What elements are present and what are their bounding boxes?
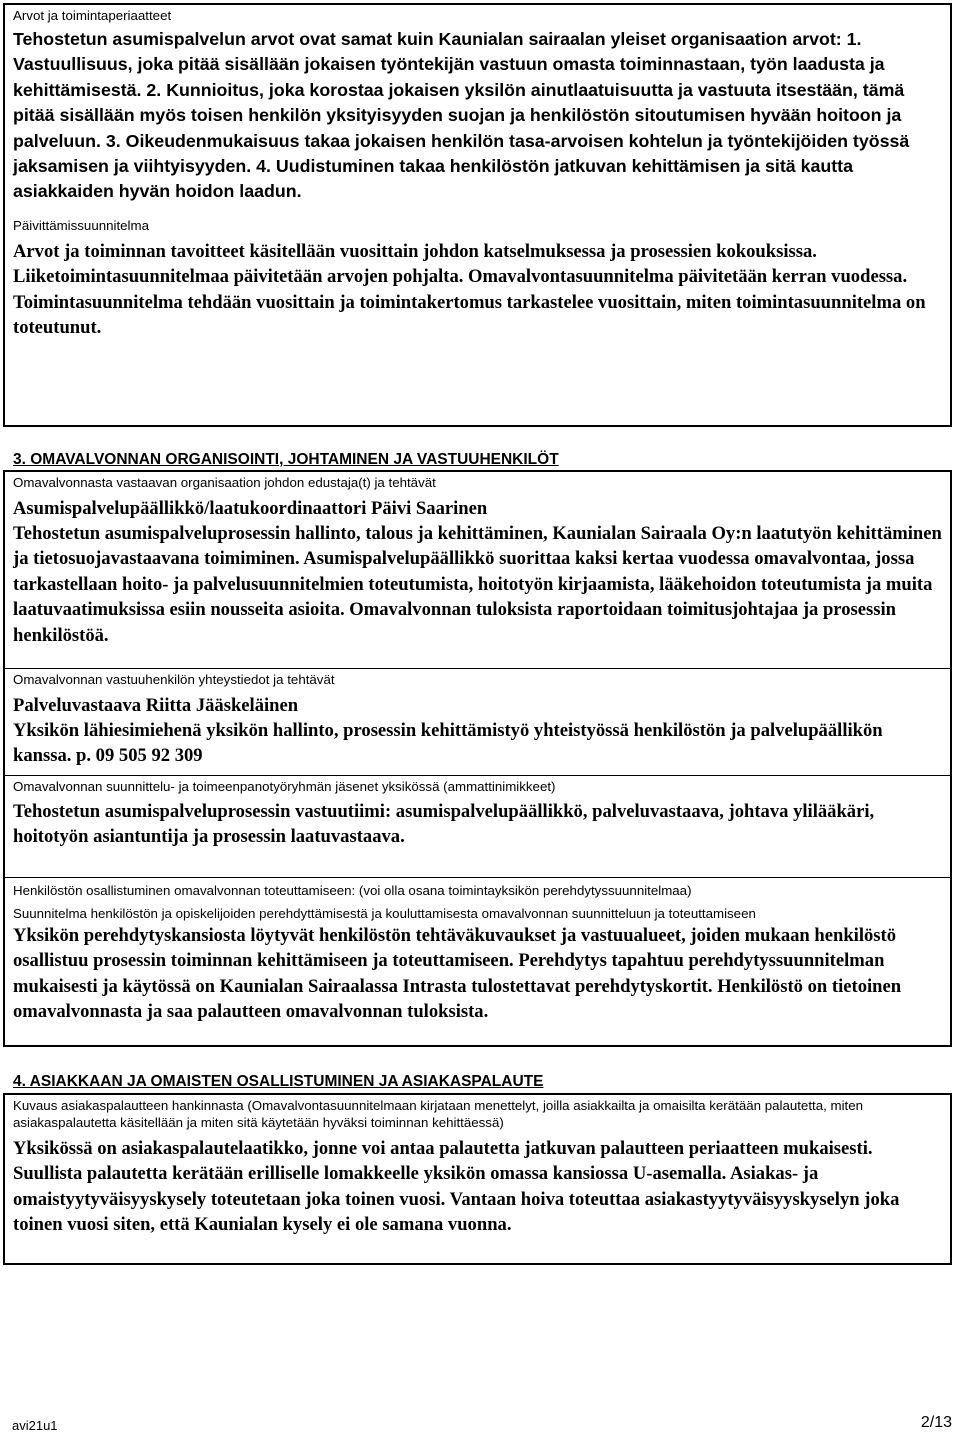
divider bbox=[5, 775, 950, 776]
staff-label-1: Henkilöstön osallistuminen omavalvonnan toteuttamiseen: (voi olla osana toimintayksikön perehdytyssuunnitelmaa) bbox=[13, 883, 692, 898]
contact-text: Yksikön lähiesimiehenä yksikön hallinto, prosessin kehittämistyö yhteistyössä henkilöstön ja palvelupäällikön kanssa. p. 09 505 92 309 bbox=[13, 720, 883, 767]
section3-box bbox=[3, 470, 952, 1047]
feedback-label: Kuvaus asiakaspalautteen hankinnasta (Omavalvontasuunnitelmaan kirjataan menettelyt, joilla asiakkailta ja omaisilta kerätään palautetta, miten asiakaspalautetta käsitellään ja miten sitä käytetään hyväksi toiminnan kehittäessä) bbox=[13, 1098, 864, 1130]
group-text: Tehostetun asumispalveluprosessin vastuutiimi: asumispalvelupäällikkö, palveluvastaava, johtava ylilääkäri, hoitotyön asiantuntija ja prosessin laatuvastaava. bbox=[13, 801, 875, 848]
divider bbox=[5, 877, 950, 878]
section4-box bbox=[3, 1093, 952, 1265]
contact-name: Palveluvastaava Riitta Jääskeläinen bbox=[13, 695, 299, 716]
section3-heading: 3. OMAVALVONNAN ORGANISOINTI, JOHTAMINEN JA VASTUUHENKILÖT bbox=[13, 451, 559, 468]
values-text: Tehostetun asumispalvelun arvot ovat samat kuin Kaunialan sairaalan yleiset organisaation arvot: 1. Vastuullisuus, joka pitää sisällään jokaisen työntekijän vastuun omasta toiminnastaan, työn laadusta ja kehittämisestä. 2. Kunnioitus, joka korostaa jokaisen yksilön ainutlaatuisuutta ja vastuuta itsestään, tämä pitää sisällään myös toisen henkilön yksityisyyden suojan ja henkilöstön sitoutumisen hyvään hoitoon ja palveluun. 3. Oikeudenmukaisuus takaa jokaisen henkilön tasa-arvoisen kohtelun ja työntekijöiden työssä jaksamisen ja viihtyisyyden. 4. Uudistuminen takaa henkilöstön jatkuvan kehittämisen ja sitä kautta asiakkaiden hyvän hoidon laadun. bbox=[13, 29, 910, 202]
rep-text: Tehostetun asumispalveluprosessin hallinto, talous ja kehittäminen, Kaunialan Sairaala Oy:n laatutyön kehittäminen ja tietosuojavastaavana toimiminen. Asumispalvelupäällikkö suorittaa kaksi kertaa vuodessa omavalvontaa, jossa tarkastellaan hoito- ja palvelusuunnitelmien toteutumista, hoitotyön kirjaamista, lääkehoidon toteutumista ja muita laatuvaatimuksissa esiin nousseita asioita. Omavalvonnan tuloksista raportoidaan toimitusjohtajaa ja prosessin henkilöstöä. bbox=[13, 523, 942, 646]
footer-code: avi21u1 bbox=[12, 1418, 58, 1433]
values-label: Arvot ja toimintaperiaatteet bbox=[13, 8, 172, 23]
update-text: Arvot ja toiminnan tavoitteet käsitellään vuosittain johdon katselmuksessa ja prosessien kokouksissa. Liiketoimintasuunnitelmaa päivitetään arvojen pohjalta. Omavalvontasuunnitelma päivitetään kerran vuodessa. Toimintasuunnitelma tehdään vuosittain ja toimintakertomus tarkastelee vuosittain, miten toimintasuunnitelma on toteutunut. bbox=[13, 241, 926, 339]
contact-label: Omavalvonnan vastuuhenkilön yhteystiedot ja tehtävät bbox=[13, 672, 335, 687]
update-label: Päivittämissuunnitelma bbox=[13, 218, 149, 233]
group-label: Omavalvonnan suunnittelu- ja toimeenpanotyöryhmän jäsenet yksikössä (ammattinimikkeet) bbox=[13, 779, 556, 794]
values-box bbox=[3, 3, 952, 427]
section4-heading: 4. ASIAKKAAN JA OMAISTEN OSALLISTUMINEN JA ASIAKASPALAUTE bbox=[13, 1073, 544, 1090]
staff-label-2: Suunnitelma henkilöstön ja opiskelijoiden perehdyttämisestä ja kouluttamisesta omavalvonnan suunnitteluun ja toteuttamiseen bbox=[13, 906, 756, 921]
divider bbox=[5, 668, 950, 669]
staff-text: Yksikön perehdytyskansiosta löytyvät henkilöstön tehtäväkuvaukset ja vastuualueet, joiden mukaan henkilöstö osallistuu prosessin toiminnan kehittämiseen ja toteuttamiseen. Perehdytys tapahtuu perehdytyssuunnitelman mukaisesti ja käytössä on Kaunialan Sairaalassa Intrasta tulostettavat perehdytyskortit. Henkilöstö on tietoinen omavalvonnasta ja saa palautteen omavalvonnan tuloksista. bbox=[13, 925, 902, 1023]
rep-label: Omavalvonnasta vastaavan organisaation johdon edustaja(t) ja tehtävät bbox=[13, 475, 436, 490]
feedback-text: Yksikössä on asiakaspalautelaatikko, jonne voi antaa palautetta jatkuvan palautteen periaatteen mukaisesti. Suullista palautetta kerätään erilliselle lomakkeelle yksikön omassa kansiossa U-asemalla. Asiakas- ja omaistyytyväisyyskysely toteutetaan joka toinen vuosi. Vantaan hoiva toteuttaa asiakastyytyväisyyskyselyn joka toinen vuosi siten, että Kaunialan kysely ei ole samana vuonna. bbox=[13, 1138, 900, 1236]
rep-name: Asumispalvelupäällikkö/laatukoordinaattori Päivi Saarinen bbox=[13, 498, 488, 519]
page-number: 2/13 bbox=[920, 1414, 952, 1431]
